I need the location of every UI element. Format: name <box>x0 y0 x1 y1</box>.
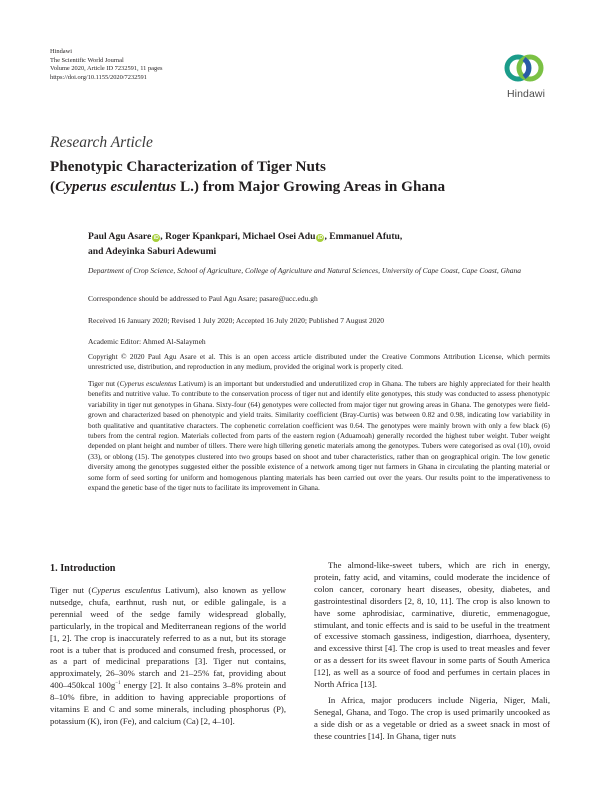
intro-paragraph-3: In Africa, major producers include Nigeria, Niger, Mali, Senegal, Ghana, and Togo. The crop is used primarily uncooked as a side dish or as a vegetable or dried as a sweet snack in most of these countries [14]. In Ghana, tiger nuts <box>314 694 550 741</box>
title-species: Cyperus esculentus <box>55 177 177 195</box>
volume-info: Volume 2020, Article ID 7232591, 11 pages <box>50 65 163 73</box>
title-line-2 <box>50 177 550 197</box>
intro-p1-text-b: Lativum), also known as yellow nutsedge, chufa, earthnut, rush nut, or edible galingale, is a perennial weed of the sedge family widespread globally, particularly, in the tropical and Mediterranean regions of the world [1, 2]. The crop is inaccurately referred to as a nut, but its storage root is a tuber that is produced and consumed fresh, processed, or as a part of medicinal preparations [3]. Tiger nut contains, approximately, 26–30% starch and 21–25% fat, providing about 400–450kcal 100g <box>50 585 286 691</box>
orcid-icon[interactable]: iD <box>153 235 159 241</box>
hindawi-logo <box>500 50 550 106</box>
journal-info <box>50 48 163 82</box>
author-list <box>88 229 558 259</box>
article-type: Research Article <box>50 134 153 151</box>
body-column-right <box>314 560 550 747</box>
intro-p1-superscript: −1 <box>115 681 121 687</box>
intro-p1-species: Cyperus esculentus <box>91 585 161 595</box>
affiliation: Department of Crop Science, School of Agriculture, College of Agriculture and Natural Sciences, University of Cape Coast, Cape Coast, Ghana <box>88 266 522 275</box>
publisher-name: Hindawi <box>50 48 73 55</box>
section-heading: 1. Introduction <box>50 563 116 574</box>
journal-name: The Scientific World Journal <box>50 56 124 64</box>
title-paren: ( <box>50 177 56 195</box>
intro-paragraph-2: The almond-like-sweet tubers, which are rich in energy, protein, fatty acid, and vitamins, could moderate the incidence of colon cancer, coronary heart diseases, obesity, diabetes, and gastrointestinal disorders [2, 8, 10, 11]. The crop is also known to have some aphrodisiac, carminative, diuretic, emmenagogue, stimulant, and tonic effects and is said to be useful in the treatment of excessive stomach gassiness, indigestion, diarrhoea, dysentery, and excessive thirst [4]. The crop is used to treat measles and fever or as a dessert for its sweet flavour in some parts of South America [12], as well as a source of food and perfumes in certain places in North Africa [13]. <box>314 560 550 690</box>
abstract-text-2: Lativum) is an important but understudied and underutilized crop in Ghana. The tubers are highly appreciated for their health benefits and nutritive value. To contribute to the conservation process of tiger nut and identify elite genotypes, this study was conducted to assess phenotypic variability in tiger nut genotypes in Ghana. Sixty-four (64) genotypes were collected from major tiger nut growing areas in Ghana. The genotypes were field-grown and characterized based on phenotypic and yield traits. Similarity coefficient (Bray-Curtis) was between 0.82 and 0.98, indicating low variability in both qualitative and quantitative characters. The cophenetic correlation coefficient was 0.64. The genotypes were mainly brown with only a few black (6) tubers from the central region. Materials collected from parts of the eastern region (Aduamoah) generally recorded the highest tuber weight. Tuber weight depended on plant height and number of tillers. There were high tillering genetic materials among the genotypes. Tubers were categorised as oval (10), ovoid (33), or oblong (15). The genotypes clustered into two groups based on shoot and tuber characteristics, rather than on geographical origin. The low genetic diversity among the genotypes suggested either the possible existence of a network among tiger nut farmers in Ghana in circulating the planting material or some form of seed sorting for uniform and homogenous planting materials has been carried out over the years. Our results point to the imperativeness to expand the genetic base of the tiger nuts to facilitate its improvement in Ghana. <box>88 379 550 493</box>
title-rest: L.) from Major Growing Areas in Ghana <box>176 177 446 195</box>
author-2-3[interactable]: , Roger Kpankpari, Michael Osei Adu <box>160 231 316 242</box>
academic-editor: Academic Editor: Ahmed Al-Salaymeh <box>88 337 206 346</box>
abstract-species: Cyperus esculentus <box>119 379 177 388</box>
correspondence: Correspondence should be addressed to Paul Agu Asare; pasare@ucc.edu.gh <box>88 294 318 303</box>
doi-link[interactable]: https://doi.org/10.1155/2020/7232591 <box>50 73 147 81</box>
abstract <box>88 379 550 493</box>
hindawi-logo-icon <box>502 50 546 86</box>
author-1[interactable]: Paul Agu Asare <box>88 231 152 242</box>
hindawi-logo-text: Hindawi <box>506 88 546 100</box>
intro-paragraph-1 <box>50 585 286 728</box>
abstract-text-1: Tiger nut ( <box>88 379 120 388</box>
title-line-1: Phenotypic Characterization of Tiger Nuts <box>50 158 326 175</box>
publication-dates: Received 16 January 2020; Revised 1 July 2020; Accepted 16 July 2020; Published 7 August 2020 <box>88 316 385 325</box>
intro-p1-text-a: Tiger nut ( <box>50 585 92 595</box>
article-title <box>50 157 550 196</box>
author-5[interactable]: and Adeyinka Saburi Adewumi <box>88 246 217 257</box>
orcid-icon[interactable]: iD <box>317 235 323 241</box>
intro-p1-text-c: energy [2]. It also contains 3–8% protein and 8–10% fibre, in addition to having appreciable proportions of vitamins E and C and some minerals, including phosphorus (P), potassium (K), iron (Fe), and calcium (Ca) [2, 4–10]. <box>50 680 286 726</box>
author-4[interactable]: , Emmanuel Afutu, <box>324 231 403 242</box>
body-column-left <box>50 562 286 732</box>
copyright-notice: Copyright © 2020 Paul Agu Asare et al. This is an open access article distributed under the Creative Commons Attribution License, which permits unrestricted use, distribution, and reproduction in any medium, provided the original work is properly cited. <box>88 352 550 372</box>
